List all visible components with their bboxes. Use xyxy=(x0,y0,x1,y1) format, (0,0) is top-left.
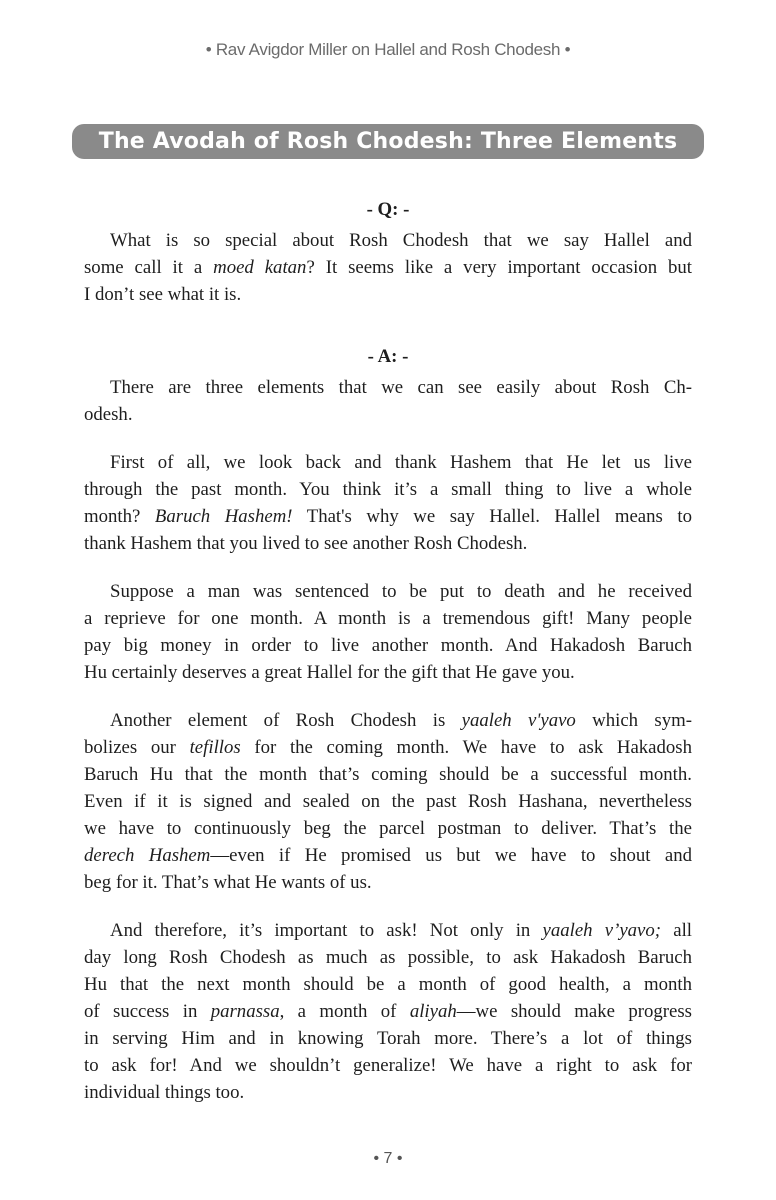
text-line xyxy=(84,944,692,971)
text-run: Suppose a man was sentenced to be put to death and he received xyxy=(110,581,692,602)
text-run: What is so special about Rosh Chodesh that we say Hallel and xyxy=(110,230,692,251)
italic-term: yaaleh v’yavo; xyxy=(542,920,662,941)
text-line xyxy=(84,578,692,605)
text-line xyxy=(84,632,692,659)
text-line xyxy=(84,374,692,401)
text-line xyxy=(84,659,692,686)
text-run: pay big money in order to live another month. And Hakadosh Baruch xyxy=(84,635,692,656)
text-run: individual things too. xyxy=(84,1082,245,1103)
italic-term: aliyah xyxy=(409,1001,457,1022)
text-run: I don’t see what it is. xyxy=(84,284,242,305)
text-line xyxy=(84,1079,692,1106)
text-line xyxy=(84,917,692,944)
paragraph xyxy=(84,917,692,1106)
text-line xyxy=(84,869,692,896)
text-line xyxy=(84,734,692,761)
text-run: of success in xyxy=(84,1001,211,1022)
answer-section xyxy=(84,374,692,1106)
text-line xyxy=(84,998,692,1025)
text-line xyxy=(84,449,692,476)
text-line xyxy=(84,971,692,998)
text-line xyxy=(84,1052,692,1079)
italic-term: yaaleh v'yavo xyxy=(461,710,576,731)
body-text xyxy=(84,196,692,1127)
text-run: Baruch Hu that the month that’s coming should be a successful month. xyxy=(84,764,692,785)
text-line xyxy=(84,788,692,815)
text-run: Another element of Rosh Chodesh is xyxy=(110,710,462,731)
text-line xyxy=(84,254,692,281)
text-line xyxy=(84,1025,692,1052)
text-line xyxy=(84,401,692,428)
text-line xyxy=(84,281,692,308)
text-run: ? It seems like a very important occasion but xyxy=(306,257,692,278)
text-run: for the coming month. We have to ask Hakadosh xyxy=(240,737,693,758)
text-line xyxy=(84,761,692,788)
text-run: —we should make progress xyxy=(456,1001,692,1022)
text-run: beg for it. That’s what He wants of us. xyxy=(84,872,372,893)
text-run: all xyxy=(661,920,693,941)
italic-term: tefillos xyxy=(189,737,241,758)
text-run: Even if it is signed and sealed on the past Rosh Hashana, nevertheless xyxy=(84,791,692,812)
text-run: , a month of xyxy=(279,1001,410,1022)
italic-term: moed katan xyxy=(213,257,307,278)
text-line xyxy=(84,707,692,734)
text-line xyxy=(84,530,692,557)
text-run: we have to continuously beg the parcel postman to deliver. That’s the xyxy=(84,818,692,839)
text-line xyxy=(84,815,692,842)
text-run: which sym- xyxy=(575,710,692,731)
text-run: month? xyxy=(84,506,155,527)
text-run: Hu certainly deserves a great Hallel for the gift that He gave you. xyxy=(84,662,575,683)
paragraph xyxy=(84,578,692,686)
text-run: through the past month. You think it’s a small thing to live a whole xyxy=(84,479,692,500)
text-run: Hu that the next month should be a month of good health, a month xyxy=(84,974,692,995)
paragraph xyxy=(84,449,692,557)
text-run: odesh. xyxy=(84,404,133,425)
text-run: —even if He promised us but we have to shout and xyxy=(210,845,692,866)
text-line xyxy=(84,842,692,869)
paragraph xyxy=(84,227,692,308)
running-head: • Rav Avigdor Miller on Hallel and Rosh Chodesh • xyxy=(205,40,571,59)
text-run: to ask for! And we shouldn’t generalize! We have a right to ask for xyxy=(84,1055,692,1076)
text-run: a reprieve for one month. A month is a tremendous gift! Many people xyxy=(84,608,692,629)
italic-term: parnassa xyxy=(210,1001,280,1022)
text-run: in serving Him and in knowing Torah more. There’s a lot of things xyxy=(84,1028,692,1049)
text-line xyxy=(84,605,692,632)
italic-term: Baruch Hashem! xyxy=(154,506,293,527)
page-number: • 7 • xyxy=(373,1150,403,1167)
text-line xyxy=(84,503,692,530)
text-run: And therefore, it’s important to ask! Not only in xyxy=(110,920,543,941)
text-line xyxy=(84,476,692,503)
text-run: First of all, we look back and thank Hashem that He let us live xyxy=(110,452,692,473)
chapter-title: The Avodah of Rosh Chodesh: Three Elements xyxy=(72,124,704,159)
text-run: There are three elements that we can see easily about Rosh Ch- xyxy=(110,377,692,398)
text-run: some call it a xyxy=(84,257,214,278)
answer-label: - A: - xyxy=(367,346,409,367)
paragraph xyxy=(84,707,692,896)
question-section xyxy=(84,227,692,308)
text-line xyxy=(84,227,692,254)
question-label: - Q: - xyxy=(366,199,410,220)
paragraph xyxy=(84,374,692,428)
text-run: day long Rosh Chodesh as much as possible, to ask Hakadosh Baruch xyxy=(84,947,692,968)
text-run: That's why we say Hallel. Hallel means to xyxy=(292,506,692,527)
text-run: thank Hashem that you lived to see another Rosh Chodesh. xyxy=(84,533,528,554)
text-run: bolizes our xyxy=(84,737,190,758)
italic-term: derech Hashem xyxy=(84,845,211,866)
